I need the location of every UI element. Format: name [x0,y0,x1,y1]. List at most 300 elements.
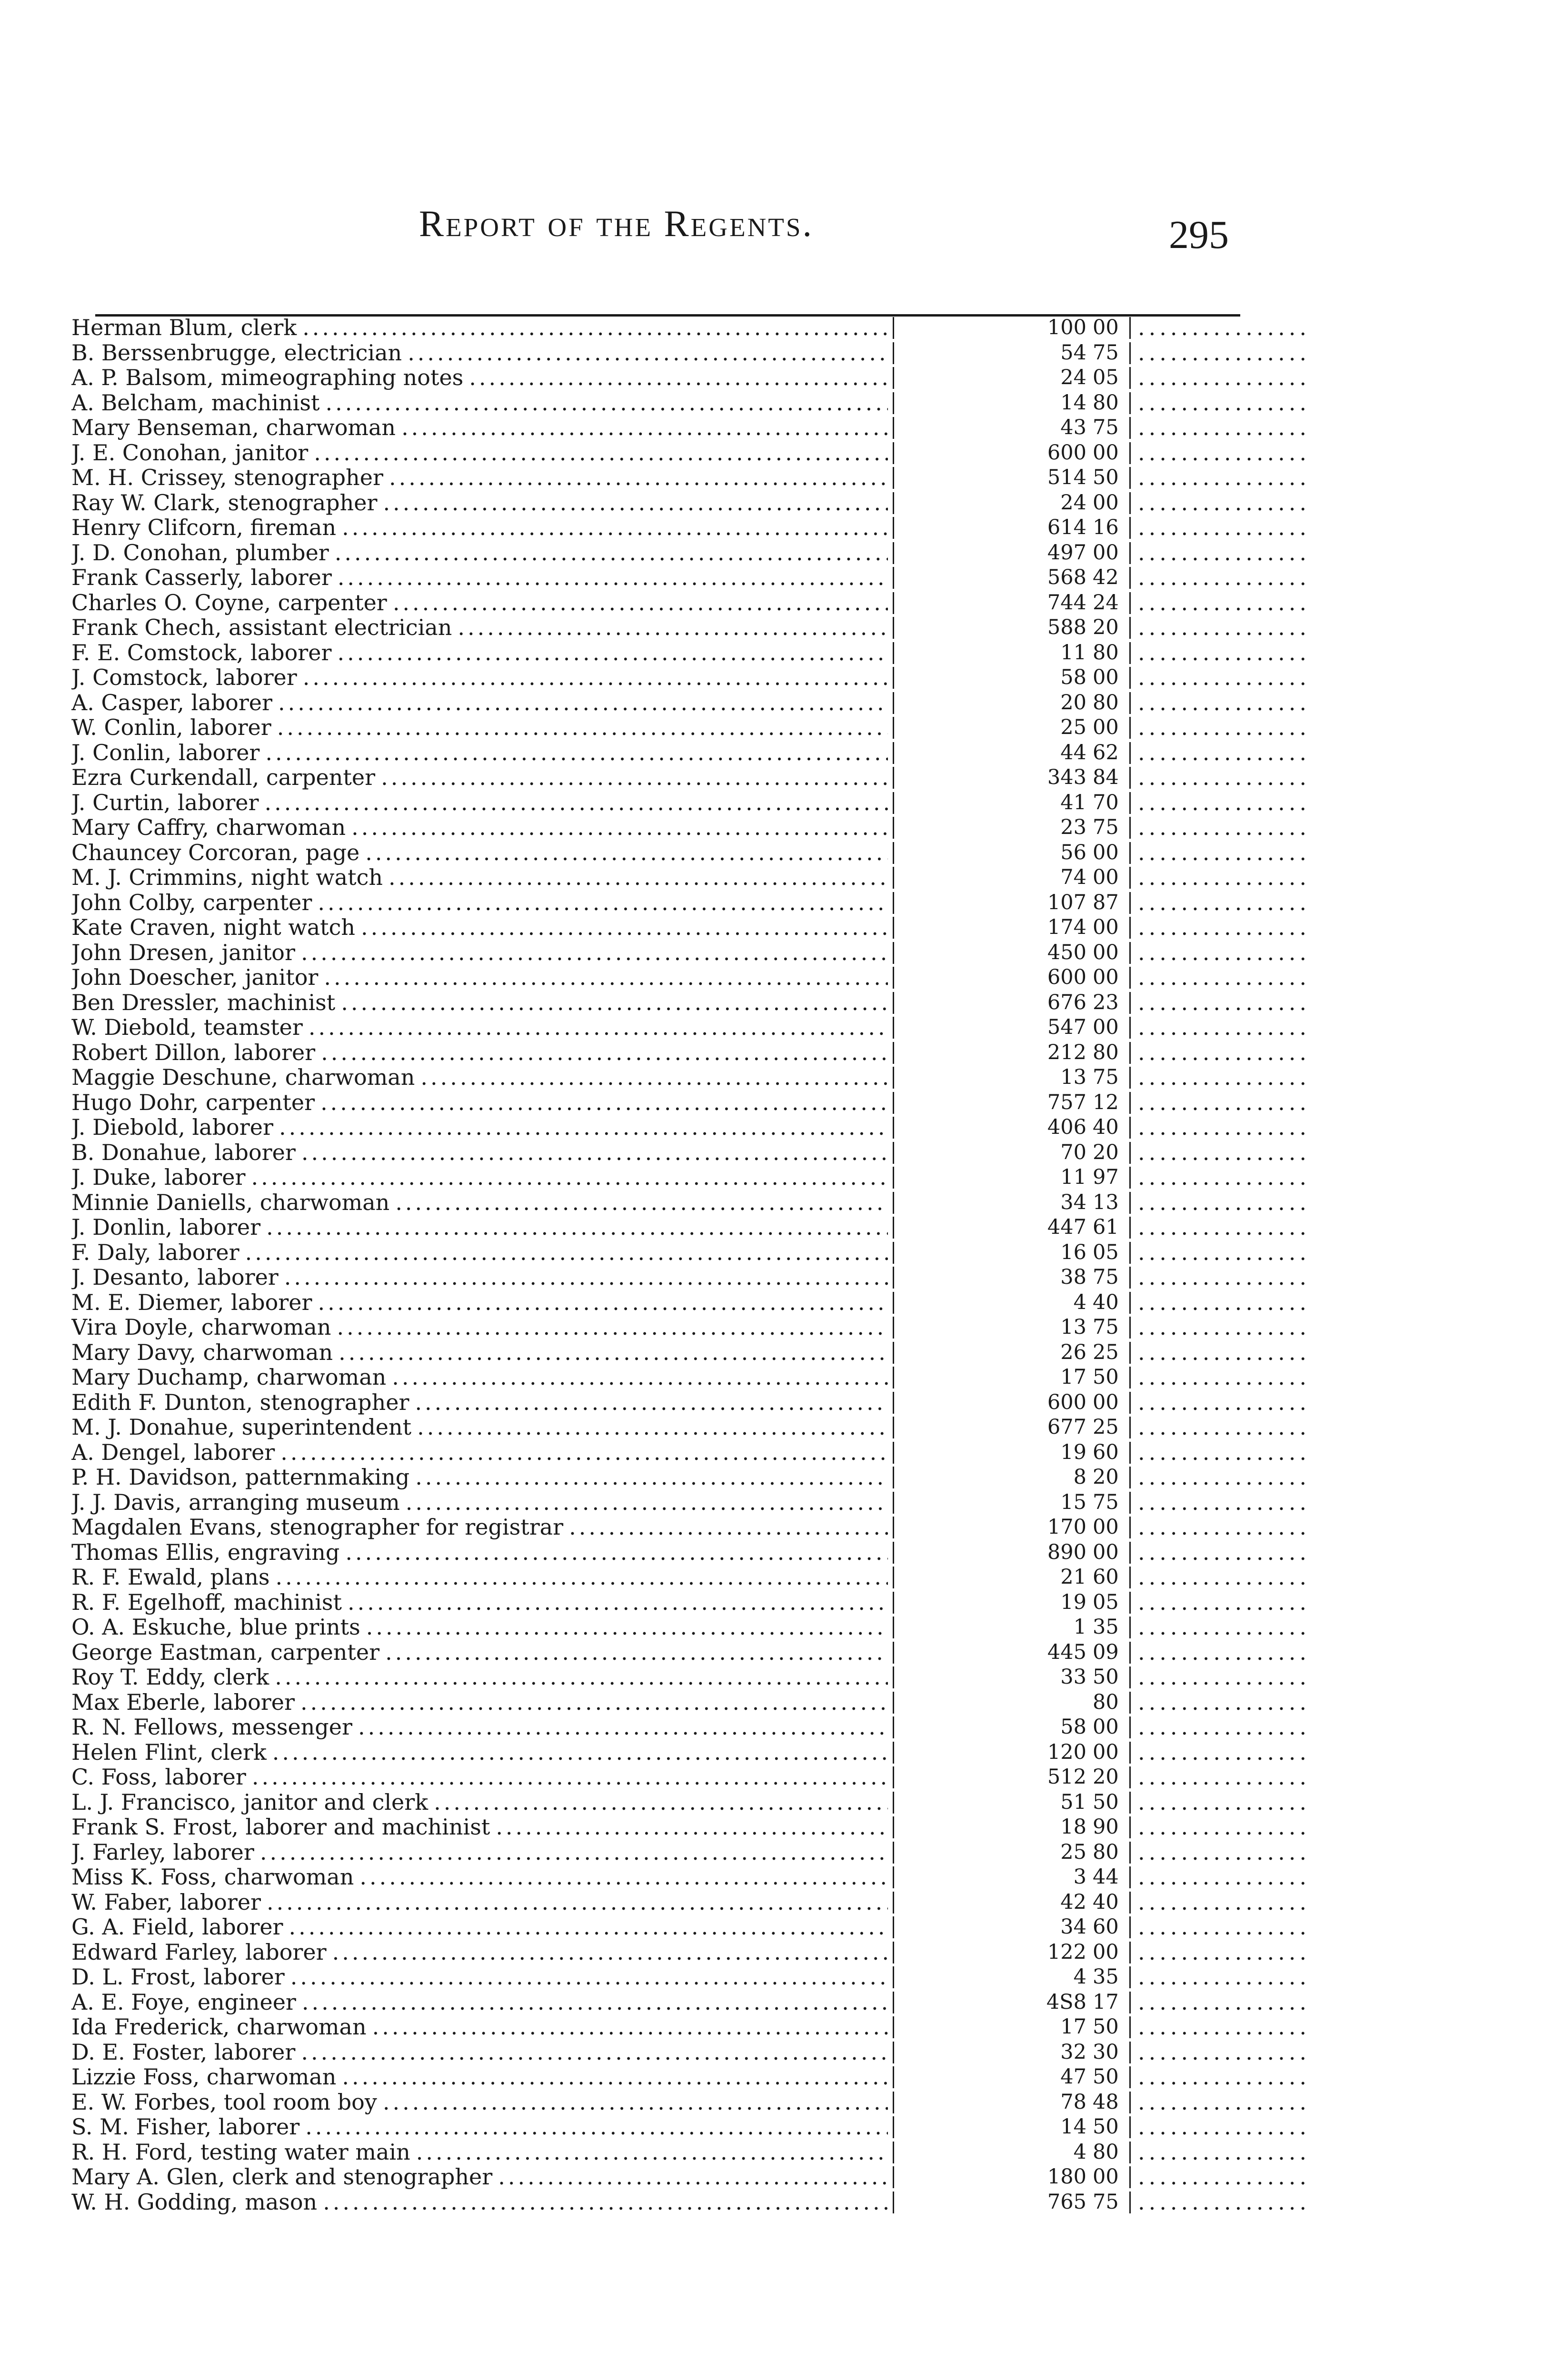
column-rule [1129,342,1131,364]
entry-name-cell [71,2114,888,2140]
ledger-row [71,1964,1238,1990]
entry-name: Mary Davy, charwoman [71,1339,333,1365]
entry-name-cell [71,1440,888,1465]
entry-name-cell [71,690,888,715]
amount-cents: 44 [1093,1865,1119,1889]
ledger-row [71,1565,1238,1590]
dot-leader [303,665,888,690]
entry-name-cell [71,815,888,840]
blank-total-column [1138,1065,1309,1090]
column-rule [1129,567,1131,589]
dot-leader [290,1964,888,1990]
column-rule [893,792,894,814]
entry-name: A. Belcham, machinist [71,390,320,415]
entry-name: Chauncey Corcoran, page [71,840,360,865]
entry-name: Mary Benseman, charwoman [71,415,396,440]
dot-leader [266,1215,888,1240]
ledger-row [71,640,1238,665]
entry-name: Frank Chech, assistant electrician [71,615,452,640]
column-rule [1129,792,1131,814]
column-rule [893,1292,894,1314]
column-rule [893,1392,894,1414]
blank-total-column [1138,615,1309,640]
blank-total-column [1138,440,1309,466]
column-rule [1129,1317,1131,1339]
ledger-row [71,765,1238,790]
entry-name: J. Curtin, laborer [71,790,259,815]
blank-total-column [1138,1615,1309,1640]
column-rule [893,1666,894,1688]
amount-cents: 00 [1093,316,1119,339]
entry-name: J. E. Conohan, janitor [71,440,309,465]
amount-dollars: 174 [1047,915,1086,939]
ledger-row [71,1815,1238,1840]
blank-total-column [1138,315,1309,340]
ledger-row [71,1640,1238,1665]
entry-name-cell [71,1315,888,1340]
blank-total-column [1138,1540,1309,1565]
amount-cents: 20 [1093,1765,1119,1789]
entry-name-cell [71,390,888,416]
amount-dollars: 16 [1060,1240,1086,1264]
blank-total-column [1138,990,1309,1015]
amount-dollars: 41 [1060,790,1086,814]
entry-name-cell [71,1840,888,1865]
amount-dollars: 445 [1047,1640,1086,1664]
amount-cents: 00 [1093,965,1119,989]
blank-total-column [1138,1240,1309,1265]
blank-total-column [1138,1415,1309,1440]
amount-cents: 75 [1093,1265,1119,1289]
amount-cents: 20 [1093,615,1119,639]
amount-dollars: 514 [1047,466,1086,489]
entry-name-cell [71,2140,888,2165]
entry-name-cell [71,640,888,665]
column-rule [1129,2192,1131,2213]
ledger-row [71,890,1238,915]
column-rule [893,1992,894,2013]
amount-cents: 40 [1093,1115,1119,1139]
column-rule [893,442,894,464]
entry-name: G. A. Field, laborer [71,1914,283,1940]
amount-cents: 75 [1093,340,1119,365]
blank-total-column [1138,915,1309,940]
column-rule [893,692,894,714]
entry-name-cell [71,490,888,516]
ledger-row [71,1340,1238,1365]
amount-cents: 00 [1093,865,1119,889]
ledger-row [71,1065,1238,1090]
dot-leader [351,815,888,840]
amount-cents: 75 [1093,2190,1119,2214]
entry-name: R. F. Ewald, plans [71,1565,270,1590]
column-rule [893,1492,894,1514]
blank-total-column [1138,1115,1309,1140]
entry-name-cell [71,790,888,815]
entry-name-cell [71,1540,888,1565]
amount-dollars: 17 [1060,2015,1086,2039]
ledger-row [71,1665,1238,1690]
amount-dollars: 70 [1060,1140,1086,1164]
amount-dollars: 676 [1047,990,1086,1014]
column-rule [1129,392,1131,414]
blank-total-column [1138,1740,1309,1765]
blank-total-column [1138,2064,1309,2090]
entry-name-cell [71,1990,888,2015]
amount-cents: 05 [1093,1590,1119,1614]
dot-leader [332,1940,888,1965]
amount-dollars: 58 [1060,665,1086,689]
dot-leader [289,1914,888,1940]
amount-dollars: 25 [1060,1840,1086,1864]
blank-total-column [1138,365,1309,390]
blank-total-column [1138,640,1309,665]
blank-total-column [1138,490,1309,516]
column-rule [893,317,894,339]
entry-name-cell [71,465,888,490]
amount-cents: 48 [1093,2090,1119,2114]
amount-dollars: 13 [1060,1065,1086,1089]
amount-dollars: 11 [1060,1165,1086,1189]
entry-name: Lizzie Foss, charwoman [71,2064,337,2090]
amount-cents: 00 [1093,2165,1119,2189]
column-rule [1129,892,1131,914]
blank-total-column [1138,1815,1309,1840]
dot-leader [272,1740,888,1765]
blank-total-column [1138,1265,1309,1290]
dot-leader [301,2040,888,2065]
amount-cents: 87 [1093,890,1119,914]
amount-cents: 80 [1093,690,1119,714]
amount-cents: 80 [1093,1690,1119,1714]
amount-dollars: 450 [1047,940,1086,964]
entry-name-cell [71,665,888,690]
entry-name-cell [71,1815,888,1840]
column-rule [1129,767,1131,789]
column-rule [1129,2142,1131,2163]
column-rule [893,1067,894,1089]
column-rule [1129,1766,1131,1788]
column-rule [1129,967,1131,989]
dot-leader [393,590,888,615]
entry-name: George Eastman, carpenter [71,1639,380,1665]
ledger-row [71,1015,1238,1040]
entry-name: A. P. Balsom, mimeographing notes [71,365,464,390]
dot-leader [321,1040,888,1065]
amount-dollars: 600 [1047,965,1086,989]
amount-dollars: 4S8 [1046,1990,1086,2014]
entry-name-cell [71,615,888,640]
running-title: Report of the Regents. [419,203,814,244]
blank-total-column [1138,390,1309,416]
column-rule [893,667,894,689]
ledger-row [71,490,1238,516]
ledger-row [71,740,1238,765]
blank-total-column [1138,1515,1309,1540]
amount-dollars: 25 [1060,715,1086,739]
amount-dollars: 120 [1047,1740,1086,1764]
ledger-row [71,1415,1238,1440]
ledger-row [71,2090,1238,2115]
column-rule [1129,1666,1131,1688]
amount-dollars: 58 [1060,1715,1086,1739]
entry-name-cell [71,440,888,466]
column-rule [893,1567,894,1588]
amount-cents: 60 [1093,1440,1119,1464]
column-rule [1129,1142,1131,1164]
amount-dollars: 765 [1047,2190,1086,2214]
dot-leader [401,415,888,440]
column-rule [893,1616,894,1638]
ledger-row [71,715,1238,740]
entry-name: Mary Duchamp, charwoman [71,1365,387,1390]
dot-leader [284,1265,888,1290]
amount-cents: 50 [1093,2115,1119,2139]
dot-leader [275,1665,888,1690]
dot-leader [498,2164,888,2190]
dot-leader [389,465,888,490]
amount-dollars: 447 [1047,1215,1086,1239]
blank-total-column [1138,865,1309,890]
ledger-row [71,515,1238,540]
entry-name-cell [71,415,888,440]
entry-name-cell [71,1565,888,1590]
blank-total-column [1138,890,1309,915]
blank-total-column [1138,740,1309,765]
amount-dollars: 20 [1060,690,1086,714]
entry-name-cell [71,2164,888,2190]
blank-total-column [1138,1565,1309,1590]
dot-leader [252,1765,888,1790]
column-rule [1129,867,1131,889]
amount-dollars: 677 [1047,1415,1086,1439]
entry-name: Hugo Dohr, carpenter [71,1090,315,1115]
column-rule [1129,1616,1131,1638]
blank-total-column [1138,1290,1309,1315]
dot-leader [279,1115,888,1140]
column-rule [1129,2092,1131,2113]
amount-dollars: 588 [1047,615,1086,639]
column-rule [1129,1017,1131,1039]
entry-name-cell [71,1890,888,1915]
blank-total-column [1138,1465,1309,1490]
entry-name-cell [71,540,888,565]
entry-name: M. J. Crimmins, night watch [71,865,383,890]
column-rule [1129,992,1131,1014]
ledger-row [71,1090,1238,1115]
blank-total-column [1138,565,1309,590]
amount-dollars: 406 [1047,1115,1086,1139]
entry-name: M. J. Donahue, superintendent [71,1415,412,1440]
amount-dollars: 170 [1047,1515,1086,1539]
dot-leader [251,1165,888,1190]
entry-name: W. Diebold, teamster [71,1015,303,1040]
amount-dollars: 180 [1047,2165,1086,2189]
column-rule [1129,1292,1131,1314]
amount-dollars: 11 [1060,640,1086,664]
column-rule [893,1342,894,1364]
entry-name: A. E. Foye, engineer [71,1989,296,2014]
column-rule [1129,1342,1131,1364]
amount-dollars: 343 [1047,765,1086,789]
column-rule [1129,467,1131,489]
blank-total-column [1138,1990,1309,2015]
ledger-row [71,2164,1238,2190]
amount-dollars: 51 [1060,1790,1086,1814]
column-rule [893,567,894,589]
amount-dollars: 4 [1073,1290,1086,1314]
amount-dollars: 47 [1060,2065,1086,2089]
column-rule [893,1592,894,1614]
amount-dollars: 18 [1060,1815,1086,1839]
blank-total-column [1138,1190,1309,1215]
column-rule [893,1192,894,1214]
column-rule [893,2042,894,2063]
entry-name-cell [71,1515,888,1540]
entry-name-cell [71,915,888,940]
amount-cents: 80 [1093,640,1119,664]
column-rule [1129,817,1131,839]
entry-name: Mary A. Glen, clerk and stenographer [71,2164,493,2190]
amount-cents: 00 [1093,1540,1119,1564]
ledger-row [71,990,1238,1015]
ledger-row [71,865,1238,890]
ledger-row [71,1215,1238,1240]
column-rule [893,2092,894,2113]
column-rule [1129,1467,1131,1488]
column-rule [893,1117,894,1139]
entry-name: J. J. Davis, arranging museum [71,1489,400,1515]
amount-dollars: 43 [1060,416,1086,439]
entry-name-cell [71,740,888,765]
blank-total-column [1138,1140,1309,1165]
amount-dollars: 212 [1047,1040,1086,1064]
amount-dollars: 744 [1047,590,1086,615]
dot-leader [408,340,888,366]
entry-name-cell [71,2014,888,2040]
dot-leader [415,1465,888,1490]
entry-name: Ezra Curkendall, carpenter [71,765,376,790]
entry-name-cell [71,1190,888,1215]
entry-name-cell [71,1390,888,1415]
amount-dollars: 54 [1060,340,1086,365]
column-rule [893,467,894,489]
column-rule [893,1317,894,1339]
entry-name-cell [71,1215,888,1240]
entry-name-cell [71,1690,888,1715]
column-rule [1129,1916,1131,1938]
entry-name: Roy T. Eddy, clerk [71,1665,269,1690]
column-rule [893,2066,894,2088]
ledger-row [71,1115,1238,1140]
column-rule [1129,1517,1131,1538]
ledger-row [71,790,1238,815]
blank-total-column [1138,540,1309,565]
amount-cents: 00 [1093,915,1119,939]
entry-name-cell [71,1864,888,1890]
amount-cents: 90 [1093,1815,1119,1839]
entry-name-cell [71,1715,888,1740]
entry-name-cell [71,2040,888,2065]
ledger-row [71,665,1238,690]
entry-name: Robert Dillon, laborer [71,1040,316,1065]
column-rule [1129,1742,1131,1764]
blank-total-column [1138,1165,1309,1190]
ledger-row [71,390,1238,416]
ledger-row [71,2040,1238,2065]
entry-name: Maggie Deschune, charwoman [71,1065,415,1090]
dot-leader [342,515,888,540]
entry-name: P. H. Davidson, patternmaking [71,1465,410,1490]
column-rule [1129,842,1131,864]
column-rule [1129,667,1131,689]
amount-cents: 05 [1093,366,1119,389]
entry-name: W. H. Godding, mason [71,2189,318,2214]
entry-name-cell [71,1914,888,1940]
blank-total-column [1138,2090,1309,2115]
entry-name: Frank S. Frost, laborer and machinist [71,1815,490,1840]
dot-leader [383,490,888,516]
column-rule [893,1042,894,1064]
blank-total-column [1138,340,1309,366]
page-number: 295 [1169,213,1229,257]
entry-name: John Dresen, janitor [71,940,295,965]
dot-leader [323,2190,888,2215]
entry-name-cell [71,515,888,540]
dot-leader [569,1515,888,1540]
amount-cents: 16 [1093,516,1119,539]
dot-leader [314,440,888,466]
amount-cents: 30 [1093,2040,1119,2064]
ledger-row [71,565,1238,590]
entry-name-cell [71,1765,888,1790]
entry-name-cell [71,1465,888,1490]
dot-leader [302,1990,888,2015]
column-rule [893,2116,894,2138]
dot-leader [392,1365,888,1390]
amount-dollars: 100 [1047,316,1086,339]
column-rule [893,1866,894,1888]
ledger-row [71,1040,1238,1065]
ledger-row [71,1615,1238,1640]
entry-name-cell [71,1415,888,1440]
column-rule [893,1542,894,1564]
column-rule [1129,1117,1131,1139]
blank-total-column [1138,1315,1309,1340]
amount-dollars: 44 [1060,740,1086,764]
ledger-row [71,615,1238,640]
amount-cents: 00 [1093,540,1119,565]
blank-total-column [1138,1215,1309,1240]
entry-name-cell [71,1040,888,1065]
amount-dollars: 78 [1060,2090,1086,2114]
column-rule [1129,2042,1131,2063]
entry-name: Miss K. Foss, charwoman [71,1864,354,1890]
dot-leader [359,1864,888,1890]
column-rule [1129,1542,1131,1564]
entry-name: J. Diebold, laborer [71,1115,273,1140]
entry-name: R. F. Egelhoff, machinist [71,1589,342,1615]
entry-name-cell [71,315,888,340]
dot-leader [406,1490,888,1515]
blank-total-column [1138,1640,1309,1665]
entry-name-cell [71,1065,888,1090]
entry-name: J. Conlin, laborer [71,740,260,765]
ledger-row [71,1990,1238,2015]
dot-leader [345,1540,888,1565]
column-rule [1129,692,1131,714]
column-rule [1129,592,1131,614]
